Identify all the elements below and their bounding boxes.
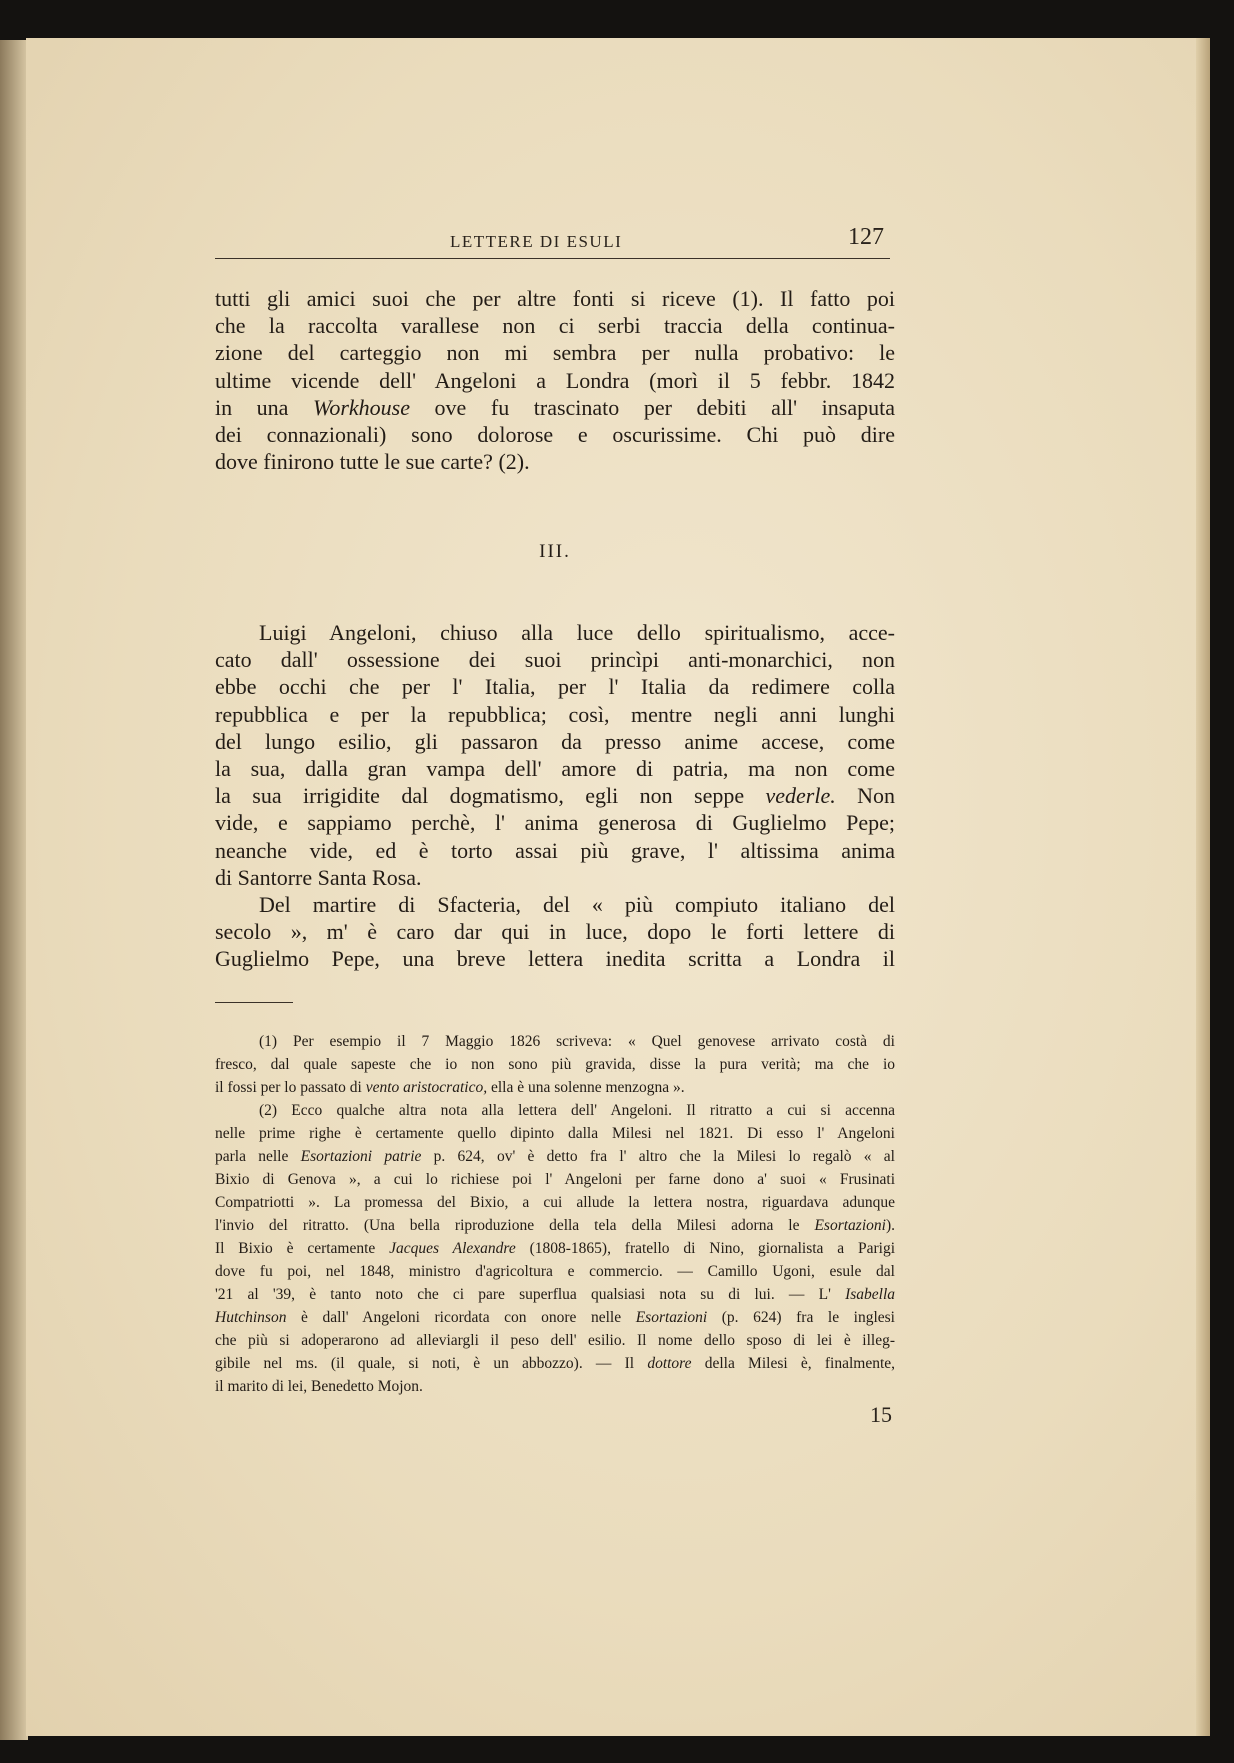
paragraph-1: [215, 285, 895, 475]
footnote-line: che più si adoperarono ad alleviargli il peso dell' esilio. Il nome dello sposo di lei è illeg-: [215, 1332, 895, 1349]
signature-mark: 15: [870, 1402, 892, 1427]
paragraph-3: [215, 891, 895, 973]
text-line: Guglielmo Pepe, una breve lettera inedita scritta a Londra il: [215, 946, 895, 972]
footnotes: [215, 1030, 895, 1398]
text-run: l'invio del ritratto. (Una bella riproduzione della tela della Milesi adorna le: [215, 1217, 815, 1234]
text-line: cato dall' ossessione dei suoi princìpi anti-monarchici, non: [215, 647, 895, 673]
footnote-line: fresco, dal quale sapeste che io non sono più gravida, disse la pura verità; ma che io: [215, 1056, 895, 1073]
footnote-rule: [215, 1002, 293, 1003]
text-run: (1808-1865), fratello di Nino, giornalista a Parigi: [515, 1240, 895, 1257]
italic-run: Hutchinson: [215, 1309, 287, 1326]
italic-run: Esortazioni: [635, 1309, 708, 1326]
italic-run: Jacques Alexandre: [389, 1240, 516, 1257]
text-run: ).: [885, 1217, 895, 1234]
text-run: ella è una solenne menzogna ».: [487, 1079, 685, 1096]
text-run: ove fu trascinato per debiti all' insaputa: [409, 394, 895, 420]
italic-run: dottore: [647, 1355, 692, 1372]
text-line: secolo », m' è caro dar qui in luce, dopo le forti lettere di: [215, 919, 895, 945]
footnote-line: il marito di lei, Benedetto Mojon.: [215, 1378, 423, 1395]
text-line: dove finirono tutte le sue carte? (2).: [215, 449, 530, 475]
italic-run: Workhouse: [313, 394, 410, 420]
paragraph-2: [215, 619, 895, 891]
text-run: gibile nel ms. (il quale, si noti, è un abbozzo). — Il: [215, 1355, 648, 1372]
text-line: neanche vide, ed è torto assai più grave, l' altissima anima: [215, 837, 895, 863]
footnote-line: (1) Per esempio il 7 Maggio 1826 scriveva: « Quel genovese arrivato costà di: [259, 1033, 895, 1050]
footnote-line: [215, 1076, 895, 1099]
text-line: vide, e sappiamo perchè, l' anima generosa di Guglielmo Pepe;: [215, 810, 895, 836]
text-line: Luigi Angeloni, chiuso alla luce dello spiritualismo, acce-: [259, 620, 895, 645]
text-line: ebbe occhi che per l' Italia, per l' Italia da redimere colla: [215, 674, 895, 700]
footnote-2: [215, 1099, 895, 1398]
text-line: dei connazionali) sono dolorose e oscurissime. Chi può dire: [215, 422, 895, 448]
footnote-line: [215, 1237, 895, 1260]
footnote-line: Compatriotti ». La promessa del Bixio, a cui allude la lettera nostra, riguardava adunque: [215, 1194, 895, 1211]
text-run: della Milesi è, finalmente,: [691, 1355, 896, 1372]
text-line: repubblica e per la repubblica; così, mentre negli anni lunghi: [215, 701, 895, 727]
text-run: p. 624, ov' è detto fra l' altro che la Milesi lo regalò « al: [421, 1148, 895, 1165]
italic-run: vederle.: [765, 783, 836, 809]
italic-run: vento aristocratico,: [365, 1079, 488, 1096]
footnote-line: [215, 1145, 895, 1168]
text-run: la sua irrigidite dal dogmatismo, egli non seppe: [215, 783, 766, 809]
footnote-1: [215, 1030, 895, 1099]
text-run: è dall' Angeloni ricordata con onore nelle: [286, 1309, 636, 1326]
italic-run: Esortazioni patrie: [300, 1148, 422, 1165]
running-title: LETTERE DI ESULI: [450, 232, 623, 251]
footnote-line: (2) Ecco qualche altra nota alla lettera dell' Angeloni. Il ritratto a cui si accenna: [259, 1102, 895, 1119]
footnote-line: Bixio di Genova », a cui lo richiese poi l' Angeloni per farne dono a' suoi « Frusinati: [215, 1171, 895, 1188]
text-line: che la raccolta varallese non ci serbi traccia della continua-: [215, 313, 895, 339]
text-line: [215, 782, 895, 809]
text-run: parla nelle: [215, 1148, 301, 1165]
page-edge-shadow: [1196, 38, 1210, 1736]
footnote-line: nelle prime righe è certamente quello dipinto dalla Milesi nel 1821. Di esso l' Angeloni: [215, 1125, 895, 1142]
section-heading: III.: [539, 541, 571, 562]
italic-run: Isabella: [845, 1286, 895, 1303]
text-run: (p. 624) fra le inglesi: [707, 1309, 895, 1326]
text-line: ultime vicende dell' Angeloni a Londra (morì il 5 febbr. 1842: [215, 367, 895, 393]
text-line: Del martire di Sfacteria, del « più compiuto italiano del: [259, 892, 895, 917]
page-number: 127: [848, 224, 884, 250]
running-header: [215, 224, 890, 259]
italic-run: Esortazioni: [814, 1217, 886, 1234]
text-line: tutti gli amici suoi che per altre fonti si riceve (1). Il fatto poi: [215, 286, 895, 311]
footnote-line: [215, 1352, 895, 1375]
text-line: la sua, dalla gran vampa dell' amore di patria, ma non come: [215, 756, 895, 782]
text-run: Non: [835, 783, 895, 809]
previous-page-edge: [0, 40, 28, 1740]
text-line: [215, 394, 895, 421]
text-line: di Santorre Santa Rosa.: [215, 864, 422, 890]
text-run: Il Bixio è certamente: [215, 1240, 390, 1257]
text-line: zione del carteggio non mi sembra per nulla probativo: le: [215, 340, 895, 366]
text-run: in una: [215, 394, 314, 420]
footnote-line: [215, 1306, 895, 1329]
footnote-line: [215, 1283, 895, 1306]
footnote-line: [215, 1214, 895, 1237]
text-run: '21 al '39, è tanto noto che ci pare superflua qualsiasi nota su di lui. — L': [215, 1286, 846, 1303]
footnote-line: dove fu poi, nel 1848, ministro d'agricoltura e commercio. — Camillo Ugoni, esule dal: [215, 1263, 895, 1280]
text-line: del lungo esilio, gli passaron da presso anime accese, come: [215, 728, 895, 754]
text-run: il fossi per lo passato di: [215, 1079, 366, 1096]
